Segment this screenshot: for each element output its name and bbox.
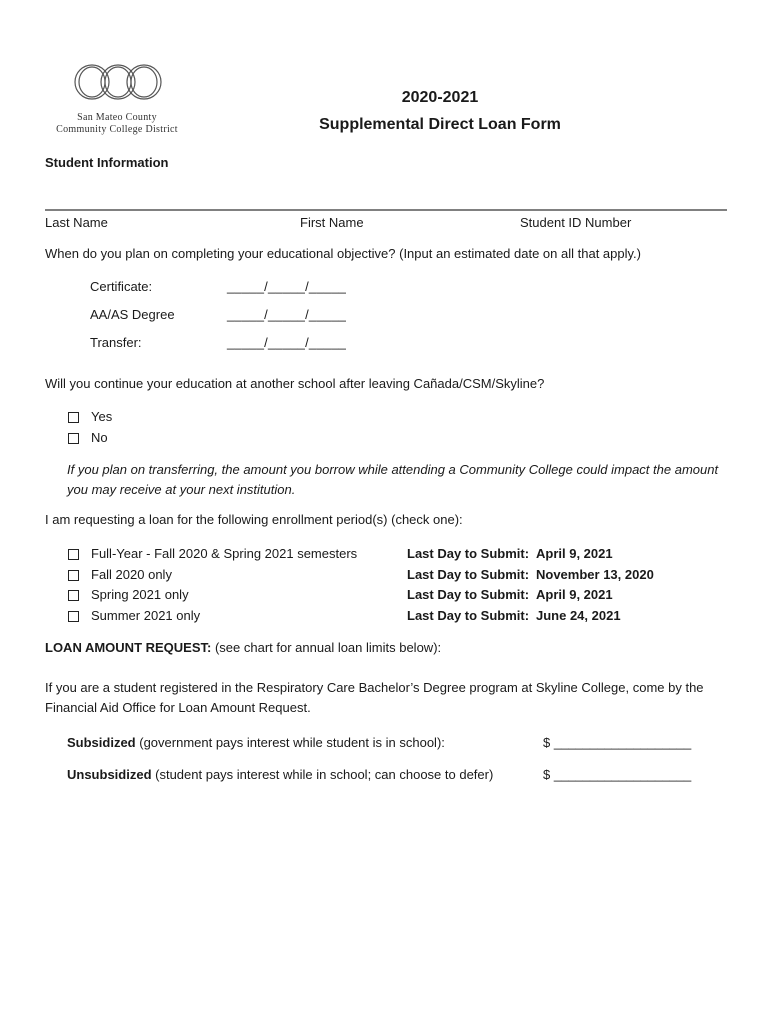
period-checkbox[interactable] bbox=[68, 611, 79, 622]
logo-rings-icon bbox=[70, 62, 166, 102]
yes-checkbox[interactable] bbox=[68, 412, 79, 423]
unsubsidized-row bbox=[67, 767, 493, 782]
loan-request-title: LOAN AMOUNT REQUEST: bbox=[45, 640, 212, 655]
period-label: Summer 2021 only bbox=[91, 608, 201, 623]
deadline-label: Last Day to Submit: bbox=[407, 546, 530, 561]
deadline-label: Last Day to Submit: bbox=[407, 608, 530, 623]
period-checkbox[interactable] bbox=[68, 570, 79, 581]
deadline-label: Last Day to Submit: bbox=[407, 567, 530, 582]
continue-question: Will you continue your education at another school after leaving Cañada/CSM/Skyline? bbox=[45, 376, 545, 391]
name-entry-line[interactable] bbox=[45, 209, 727, 211]
transfer-note: If you plan on transferring, the amount you borrow while attending a Community College could impact the amount you may receive at your next institution. bbox=[67, 462, 719, 497]
yes-label: Yes bbox=[91, 409, 113, 424]
period-checkbox[interactable] bbox=[68, 590, 79, 601]
deadline-date: April 9, 2021 bbox=[536, 546, 613, 561]
unsubsidized-label: Unsubsidized bbox=[67, 767, 152, 782]
loan-request-note: (see chart for annual loan limits below): bbox=[211, 640, 442, 655]
subsidized-label: Subsidized bbox=[67, 735, 136, 750]
student-id-label: Student ID Number bbox=[520, 215, 632, 230]
objective-certificate-date[interactable]: _____/_____/_____ bbox=[227, 279, 347, 294]
logo-text-line1: San Mateo County bbox=[77, 112, 157, 123]
objective-degree-label: AA/AS Degree bbox=[90, 307, 175, 322]
loan-request-heading bbox=[45, 640, 441, 655]
deadline-label: Last Day to Submit: bbox=[407, 587, 530, 602]
district-logo bbox=[52, 62, 182, 138]
subsidized-amount-field[interactable]: $ ___________________ bbox=[543, 735, 692, 750]
period-option-summer[interactable] bbox=[68, 608, 200, 623]
deadline-date: June 24, 2021 bbox=[536, 608, 621, 623]
no-checkbox[interactable] bbox=[68, 433, 79, 444]
continue-yes-option[interactable] bbox=[68, 409, 112, 424]
objective-transfer-label: Transfer: bbox=[90, 335, 142, 350]
period-question: I am requesting a loan for the following enrollment period(s) (check one): bbox=[45, 512, 463, 527]
continue-no-option[interactable] bbox=[68, 430, 108, 445]
period-option-full-year[interactable] bbox=[68, 546, 357, 561]
deadline-date: November 13, 2020 bbox=[536, 567, 654, 582]
subsidized-row bbox=[67, 735, 445, 750]
respiratory-note: If you are a student registered in the Respiratory Care Bachelor’s Degree program at Skyline College, come by the Financial Aid Office for Loan Amount Request. bbox=[45, 680, 704, 715]
objective-degree-date[interactable]: _____/_____/_____ bbox=[227, 307, 347, 322]
deadline-date: April 9, 2021 bbox=[536, 587, 613, 602]
period-checkbox[interactable] bbox=[68, 549, 79, 560]
objective-transfer-date[interactable]: _____/_____/_____ bbox=[227, 335, 347, 350]
objective-certificate-label: Certificate: bbox=[90, 279, 153, 294]
period-label: Fall 2020 only bbox=[91, 567, 172, 582]
period-option-spring[interactable] bbox=[68, 587, 189, 602]
period-option-fall[interactable] bbox=[68, 567, 172, 582]
period-label: Spring 2021 only bbox=[91, 587, 189, 602]
objective-question: When do you plan on completing your educational objective? (Input an estimated date on all that apply.) bbox=[45, 246, 641, 261]
section-title: Student Information bbox=[45, 155, 169, 170]
subsidized-desc: (government pays interest while student is in school): bbox=[135, 735, 445, 750]
last-name-label: Last Name bbox=[45, 215, 108, 230]
period-label: Full-Year - Fall 2020 & Spring 2021 semesters bbox=[91, 546, 358, 561]
form-title: Supplemental Direct Loan Form bbox=[319, 116, 561, 133]
first-name-label: First Name bbox=[300, 215, 364, 230]
unsubsidized-amount-field[interactable]: $ ___________________ bbox=[543, 767, 692, 782]
unsubsidized-desc: (student pays interest while in school; can choose to defer) bbox=[151, 767, 494, 782]
form-year: 2020-2021 bbox=[401, 89, 479, 106]
logo-text-line2: Community College District bbox=[56, 124, 178, 135]
no-label: No bbox=[91, 430, 108, 445]
